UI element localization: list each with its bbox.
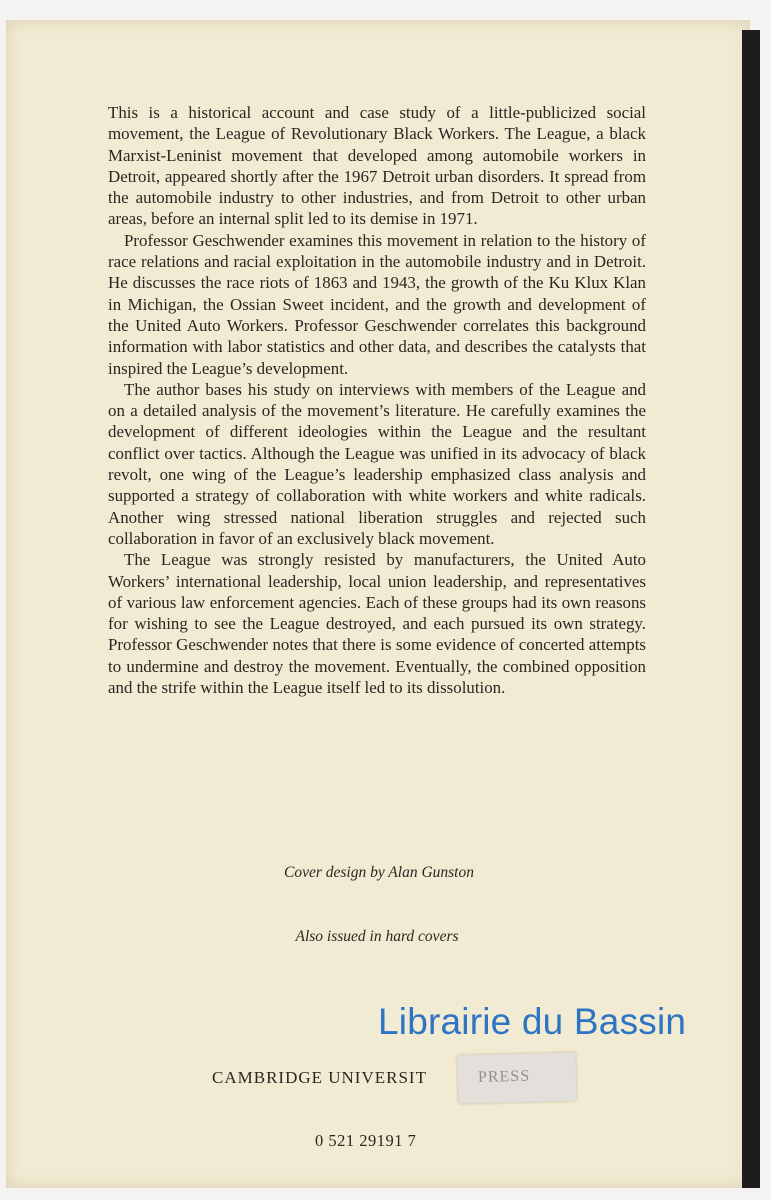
blurb-paragraph: The author bases his study on interviews with members of the League and on a detailed analysis of the movement’s literature. He carefully examines the development of different ideologies within the League and the resultant conflict over tactics. Although the League was unified in its advocacy of black revolt, one wing of the League’s leadership emphasized class analysis and supported a strategy of collaboration with white workers and white radicals. Another wing stressed national liberation struggles and rejected such collaboration in favor of an exclusively black movement. <box>108 379 646 548</box>
publisher-name: CAMBRIDGE UNIVERSIT <box>212 1068 427 1087</box>
blurb-paragraph: Professor Geschwender examines this movement in relation to the history of race relations and racial exploitation in the automobile industry and in Detroit. He discusses the race riots of 1863 and 1943, the growth of the Ku Klux Klan in Michigan, the Ossian Sweet incident, and the growth and development of the United Auto Workers. Professor Geschwender correlates this background information with labor statistics and other data, and describes the catalysts that inspired the League’s development. <box>108 230 646 378</box>
isbn: 0 521 29191 7 <box>315 1131 417 1150</box>
blurb-text <box>108 102 646 698</box>
hard-covers-note: Also issued in hard covers <box>295 928 459 945</box>
blurb-paragraph: The League was strongly resisted by manufacturers, the United Auto Workers’ international leadership, local union leadership, and representatives of various law enforcement agencies. Each of these groups had its own reasons for wishing to see the League destroyed, and each pursued its own strategy. Professor Geschwender notes that there is some evidence of concerted attempts to undermine and destroy the movement. Eventually, the combined opposition and the strife within the League itself led to its dissolution. <box>108 550 646 698</box>
cover-edge <box>742 30 760 1188</box>
price-sticker <box>457 1052 576 1103</box>
cover-design-credit: Cover design by Alan Gunston <box>283 864 474 881</box>
blurb-paragraph: This is a historical account and case study of a little-publicized social movement, the League of Revolutionary Black Workers. The League, a black Marxist-Leninist movement that developed among automobile workers in Detroit, appeared shortly after the 1967 Detroit urban disorders. It spread from the automobile industry to other industries, and from Detroit to other urban areas, before an internal split led to its demise in 1971. <box>108 103 646 229</box>
seller-watermark: Librairie du Bassin <box>378 1001 687 1042</box>
sticker-text: PRESS <box>477 1067 531 1087</box>
